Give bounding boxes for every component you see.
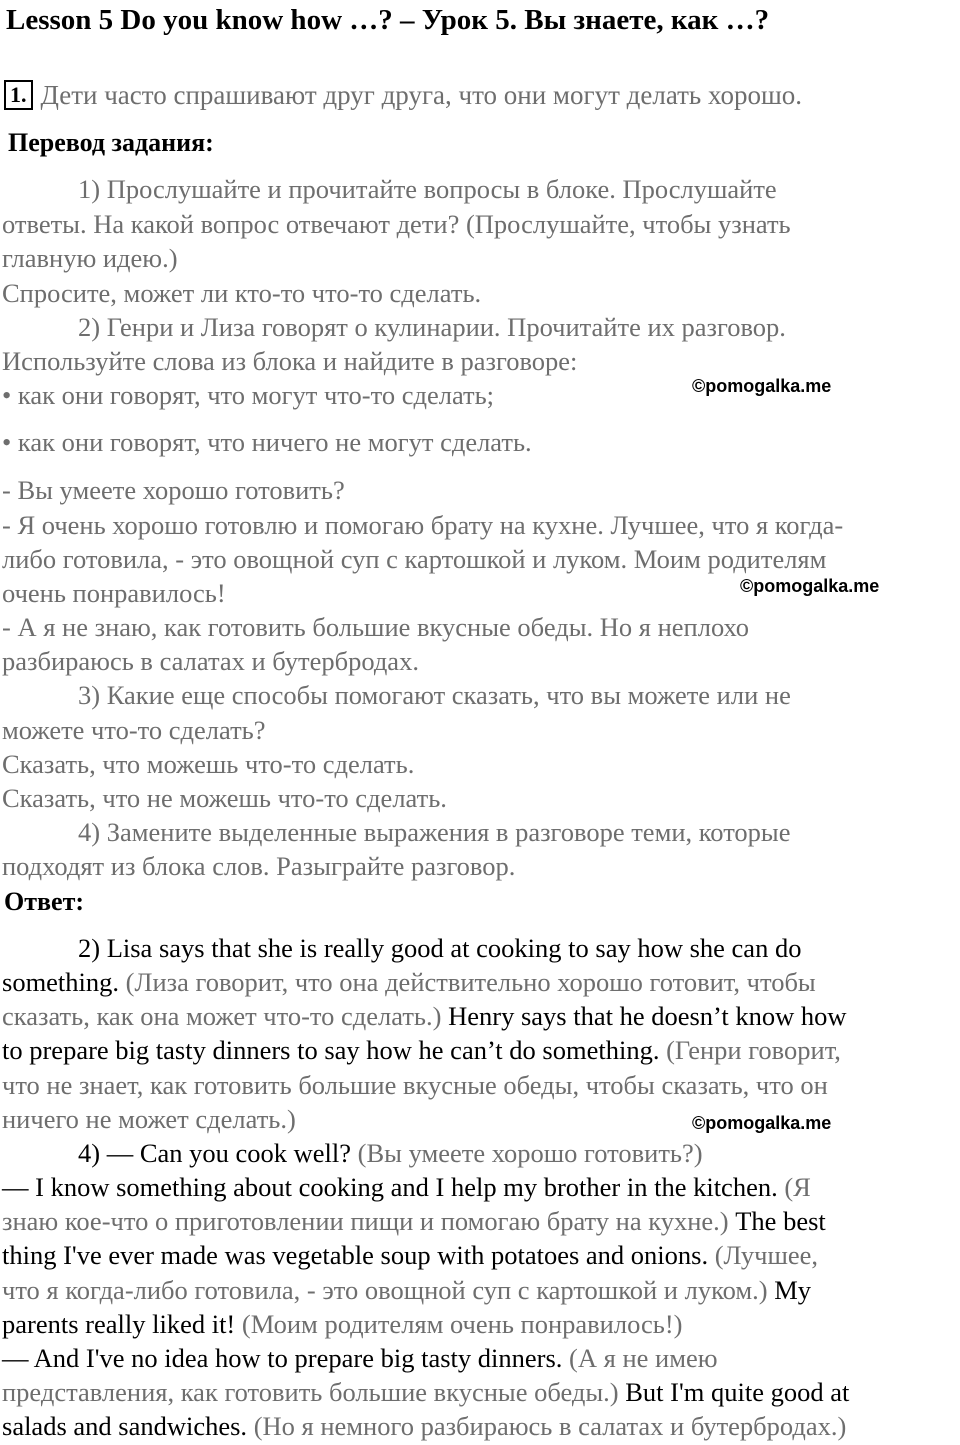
answer-russian-text: (Но я немного разбираюсь в салатах и бутербродах.) [253, 1411, 847, 1441]
translation-line: либо готовила, - это овощной суп с картошкой и луком. Моим родителям [2, 544, 827, 574]
translation-line: • как они говорят, что могут что-то сделать; [2, 380, 495, 410]
answer-line [2, 999, 847, 1033]
answer-russian-text: (Генри говорит, [666, 1035, 841, 1065]
translation-line: ответы. На какой вопрос отвечают дети? (Прослушайте, чтобы узнать [2, 209, 791, 239]
answer-line [2, 1033, 841, 1067]
watermark: ©pomogalka.me [692, 1113, 832, 1133]
task-number: 1. [4, 80, 33, 110]
answer-english-text: something. [2, 967, 126, 997]
answer-english-text: My [774, 1275, 812, 1305]
answer-line [78, 1136, 703, 1170]
answer-line [2, 1341, 718, 1375]
translation-line: 2) Генри и Лиза говорят о кулинарии. Прочитайте их разговор. [78, 312, 786, 342]
translation-line: подходят из блока слов. Разыграйте разговор. [2, 851, 516, 881]
answer-russian-text: сказать, как она может что-то сделать.) [2, 1001, 449, 1031]
answer-russian-text: (Я [784, 1172, 811, 1202]
answer-english-text: 4) — Can you cook well? [78, 1138, 358, 1168]
answer-english-text: — I know something about cooking and I help my brother in the kitchen. [2, 1172, 785, 1202]
watermark: ©pomogalka.me [692, 376, 832, 396]
answer-label: Ответ: [4, 887, 85, 916]
translation-line: 3) Какие еще способы помогают сказать, что вы можете или не [78, 680, 791, 710]
answer-line [2, 1307, 683, 1341]
translation-label: Перевод задания: [8, 128, 214, 157]
answer-line [78, 931, 801, 965]
answer-line [2, 1102, 296, 1136]
answer-russian-text: (Вы умеете хорошо готовить?) [357, 1138, 703, 1168]
translation-line: разбираюсь в салатах и бутербродах. [2, 646, 419, 676]
translation-line: можете что-то сделать? [2, 715, 266, 745]
translation-line: Сказать, что можешь что-то сделать. [2, 749, 415, 779]
answer-english-text: But I'm quite good at [625, 1377, 850, 1407]
task-text: Дети часто спрашивают друг друга, что они могут делать хорошо. [40, 80, 802, 110]
answer-line [2, 965, 816, 999]
translation-line: очень понравилось! [2, 578, 226, 608]
translation-line: Спросите, может ли кто-то что-то сделать. [2, 278, 482, 308]
translation-line: • как они говорят, что ничего не могут сделать. [2, 427, 532, 457]
answer-russian-text: ничего не может сделать.) [2, 1104, 296, 1134]
translation-line: - Я очень хорошо готовлю и помогаю брату на кухне. Лучшее, что я когда- [2, 510, 844, 540]
answer-english-text: thing I've ever made was vegetable soup with potatoes and onions. [2, 1240, 715, 1270]
translation-line: - А я не знаю, как готовить большие вкусные обеды. Но я неплохо [2, 612, 750, 642]
answer-russian-text: (А я не имею [569, 1343, 718, 1373]
answer-russian-text: (Моим родителям очень понравилось!) [241, 1309, 683, 1339]
answer-russian-text: что не знает, как готовить большие вкусные обеды, чтобы сказать, что он [2, 1070, 828, 1100]
translation-line: 1) Прослушайте и прочитайте вопросы в блоке. Прослушайте [78, 174, 777, 204]
answer-english-text: 2) Lisa says that she is really good at cooking to say how she can do [78, 933, 802, 963]
task-line [4, 78, 802, 112]
translation-line: Используйте слова из блока и найдите в разговоре: [2, 346, 578, 376]
answer-russian-text: знаю кое-что о приготовлении пищи и помогаю брату на кухне.) [2, 1206, 736, 1236]
answer-english-text: parents really liked it! [2, 1309, 242, 1339]
answer-russian-text: (Лиза говорит, что она действительно хорошо готовит, чтобы [125, 967, 816, 997]
answer-russian-text: (Лучшее, [714, 1240, 819, 1270]
answer-line [2, 1068, 828, 1102]
translation-line: - Вы умеете хорошо готовить? [2, 475, 345, 505]
answer-russian-text: что я когда-либо готовила, - это овощной суп с картошкой и луком.) [2, 1275, 775, 1305]
page-title: Lesson 5 Do you know how …? – Урок 5. Вы знаете, как …? [6, 4, 770, 36]
translation-line: главную идею.) [2, 243, 178, 273]
translation-line: Сказать, что не можешь что-то сделать. [2, 783, 447, 813]
answer-english-text: — And I've no idea how to prepare big tasty dinners. [2, 1343, 570, 1373]
answer-line [2, 1375, 849, 1409]
answer-english-text: to prepare big tasty dinners to say how he can’t do something. [2, 1035, 667, 1065]
answer-line [2, 1170, 811, 1204]
translation-line: 4) Замените выделенные выражения в разговоре теми, которые [78, 817, 791, 847]
answer-line [2, 1273, 811, 1307]
answer-english-text: The best [735, 1206, 826, 1236]
answer-english-text: Henry says that he doesn’t know how [448, 1001, 847, 1031]
watermark: ©pomogalka.me [740, 576, 880, 596]
answer-line [2, 1409, 846, 1443]
answer-line [2, 1238, 818, 1272]
answer-english-text: salads and sandwiches. [2, 1411, 254, 1441]
answer-line [2, 1204, 826, 1238]
answer-russian-text: представления, как готовить большие вкусные обеды.) [2, 1377, 626, 1407]
